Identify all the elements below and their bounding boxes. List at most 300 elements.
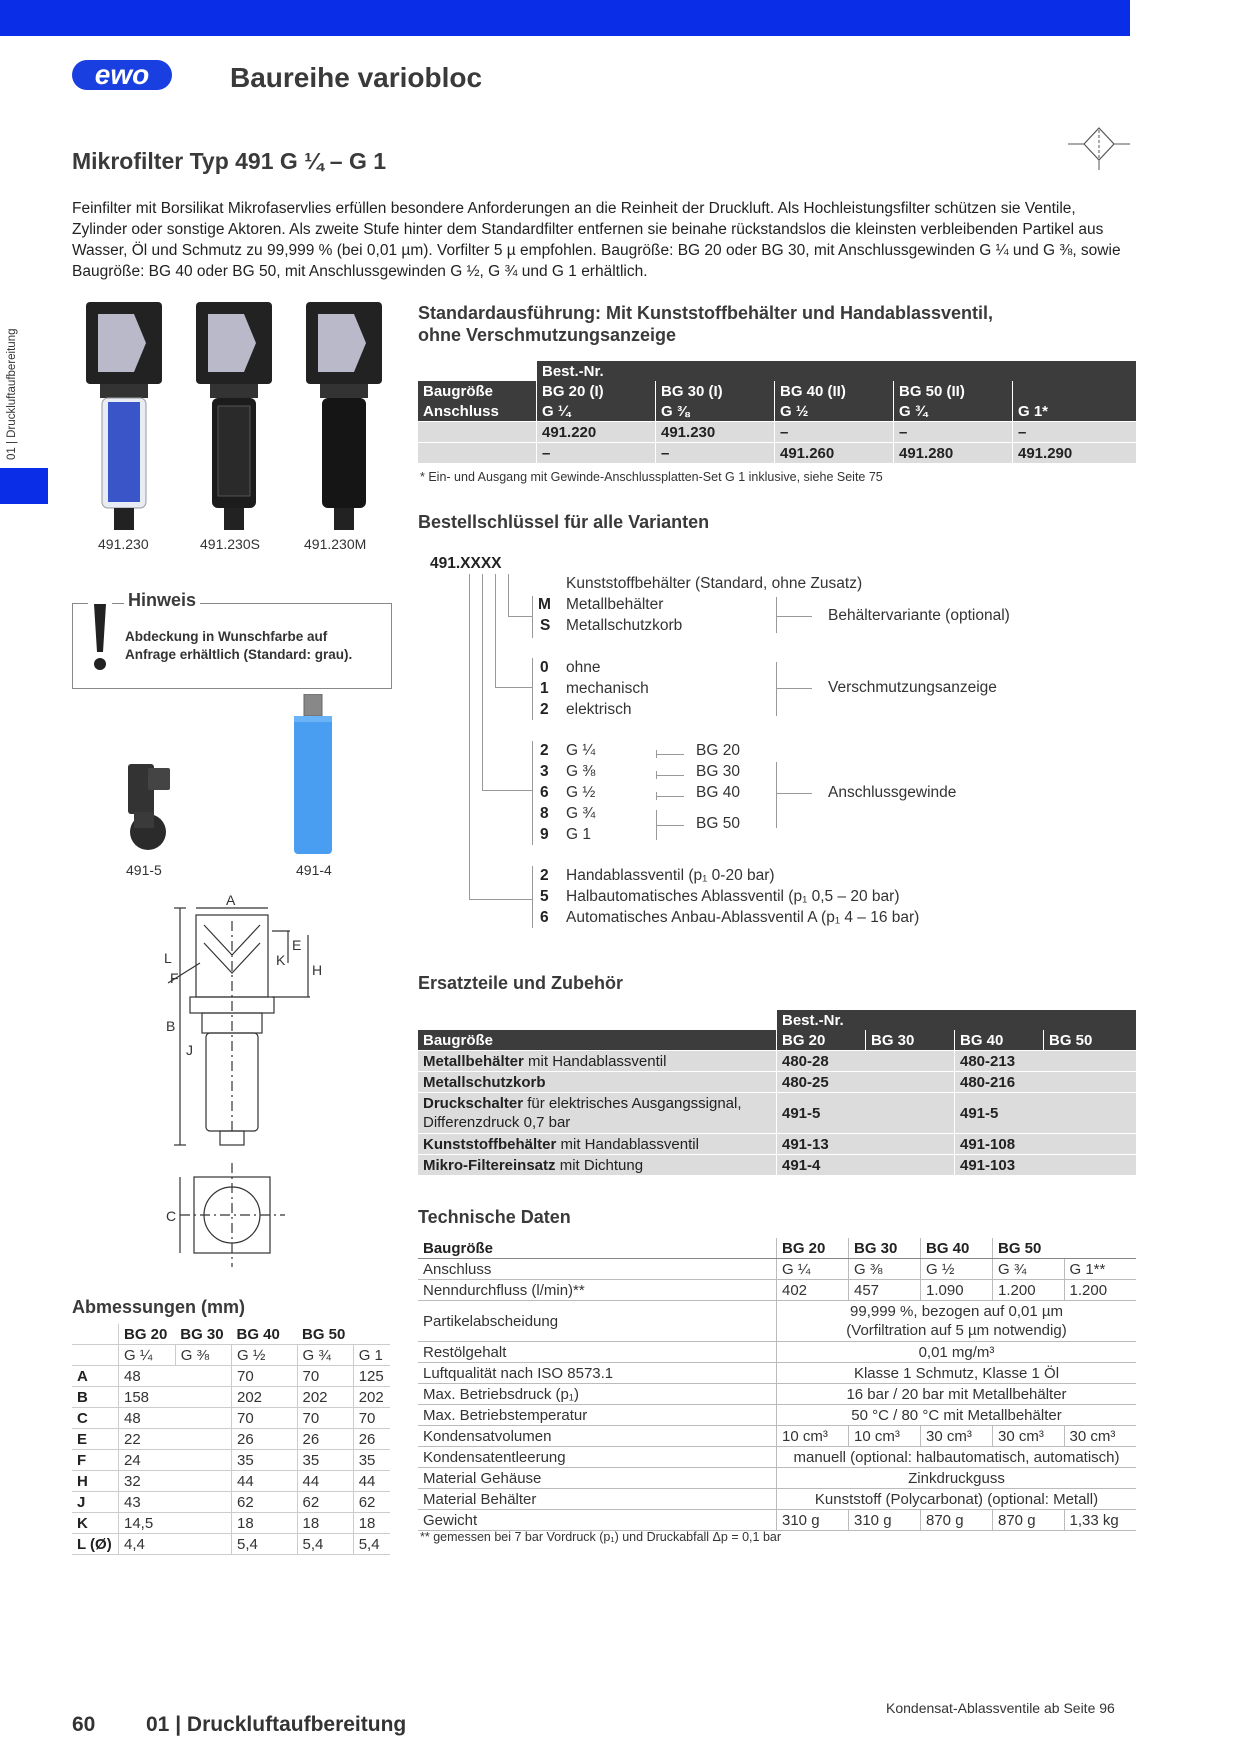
dims-cell: 70 bbox=[297, 1408, 353, 1429]
cell: 16 bar / 20 bar mit Metallbehälter bbox=[777, 1384, 1137, 1405]
cell bbox=[418, 1072, 777, 1093]
cell: 491-5 bbox=[955, 1093, 1137, 1134]
product-image-491-230s bbox=[194, 302, 274, 543]
key-container-default: Kunststoffbehälter (Standard, ohne Zusatz) bbox=[566, 575, 863, 592]
key-line bbox=[532, 741, 533, 845]
key-code: 2 bbox=[540, 742, 549, 759]
cell: – bbox=[775, 422, 894, 443]
dims-t5: G ¾ bbox=[297, 1345, 353, 1366]
dims-t1: G ¼ bbox=[119, 1345, 176, 1366]
cell bbox=[777, 1301, 1137, 1342]
svg-text:ewo: ewo bbox=[94, 59, 150, 90]
blank-cell bbox=[418, 1010, 777, 1030]
cell: G ⅜ bbox=[849, 1259, 921, 1280]
key-text: elektrisch bbox=[566, 701, 632, 718]
dims-row-b bbox=[72, 1387, 390, 1408]
tech-table bbox=[418, 1238, 1136, 1531]
dims-cell: 5,4 bbox=[297, 1534, 353, 1555]
key-text: G ⅜ bbox=[566, 763, 596, 780]
dims-cell bbox=[288, 1387, 297, 1408]
text: Metallbehälter bbox=[423, 1052, 524, 1070]
dims-cell: 202 bbox=[353, 1387, 390, 1408]
dims-cell: 22 bbox=[119, 1429, 176, 1450]
dims-cell: 5,4 bbox=[353, 1534, 390, 1555]
dims-cell: 44 bbox=[353, 1471, 390, 1492]
key-line bbox=[656, 796, 684, 797]
cell: BG 50 bbox=[1044, 1030, 1137, 1051]
cell: 491.230 bbox=[656, 422, 775, 443]
cell: Max. Betriebstemperatur bbox=[418, 1405, 777, 1426]
dims-cell: C bbox=[72, 1408, 119, 1429]
dims-t0 bbox=[72, 1345, 119, 1366]
dims-cell: 44 bbox=[231, 1471, 287, 1492]
key-text: Metallbehälter bbox=[566, 596, 664, 613]
cell: 10 cm³ bbox=[849, 1426, 921, 1447]
cell bbox=[1064, 1238, 1136, 1259]
dims-cell: E bbox=[72, 1429, 119, 1450]
cell: BG 50 bbox=[993, 1238, 1065, 1259]
dim-label-b: B bbox=[166, 1018, 176, 1034]
cell: Kunststoff (Polycarbonat) (optional: Metall) bbox=[777, 1489, 1137, 1510]
dims-cell bbox=[175, 1366, 231, 1387]
key-line bbox=[469, 574, 470, 899]
key-code-m: M bbox=[538, 596, 551, 613]
text: Kunststoffbehälter bbox=[423, 1135, 557, 1153]
spares-header-row bbox=[418, 1030, 1136, 1051]
dims-h1: BG 20 bbox=[119, 1324, 176, 1345]
cell: – bbox=[537, 443, 656, 464]
key-code: 3 bbox=[540, 763, 549, 780]
dims-cell: 48 bbox=[119, 1366, 176, 1387]
dims-cell: 4,4 bbox=[119, 1534, 176, 1555]
standard-row-1 bbox=[418, 422, 1136, 443]
spares-heading: Ersatzteile und Zubehör bbox=[418, 973, 624, 993]
dims-cell: 43 bbox=[119, 1492, 176, 1513]
cell: Kondensatentleerung bbox=[418, 1447, 777, 1468]
caption-491-5: 491-5 bbox=[126, 862, 162, 878]
key-container-label: Behältervariante (optional) bbox=[828, 607, 1010, 624]
tech-row bbox=[418, 1405, 1136, 1426]
tech-kondens-row bbox=[418, 1426, 1136, 1447]
dims-cell bbox=[175, 1534, 231, 1555]
hinweis-line-2: Anfrage erhältlich (Standard: grau). bbox=[125, 647, 353, 662]
key-line bbox=[532, 658, 533, 720]
accessory-image-491-4 bbox=[288, 694, 338, 863]
dims-cell: L (Ø) bbox=[72, 1534, 119, 1555]
cell: 457 bbox=[849, 1280, 921, 1301]
side-tab-marker bbox=[0, 468, 48, 504]
cell: Nenndurchfluss (l/min)** bbox=[418, 1280, 777, 1301]
text: mit Handablassventil bbox=[556, 1135, 699, 1153]
cell: Baugröße bbox=[418, 381, 537, 401]
dims-cell bbox=[288, 1471, 297, 1492]
cell: BG 40 (II) bbox=[775, 381, 894, 401]
dims-cell bbox=[288, 1534, 297, 1555]
dims-cell bbox=[175, 1471, 231, 1492]
cell: 10 cm³ bbox=[777, 1426, 849, 1447]
dims-t4 bbox=[288, 1345, 297, 1366]
cell: BG 30 bbox=[866, 1030, 955, 1051]
dims-h2: BG 30 bbox=[175, 1324, 231, 1345]
cell: G ¾ bbox=[993, 1259, 1065, 1280]
cell: Luftqualität nach ISO 8573.1 bbox=[418, 1363, 777, 1384]
key-line bbox=[656, 754, 684, 755]
dim-label-h: H bbox=[312, 962, 323, 978]
cell: G ½ bbox=[921, 1259, 993, 1280]
dims-h5: BG 50 bbox=[297, 1324, 353, 1345]
cell: 30 cm³ bbox=[921, 1426, 993, 1447]
cell: 1.090 bbox=[921, 1280, 993, 1301]
dims-cell bbox=[175, 1513, 231, 1534]
key-text: ohne bbox=[566, 659, 601, 676]
dims-row-a bbox=[72, 1366, 390, 1387]
tech-gewicht-row bbox=[418, 1510, 1136, 1531]
standard-anschluss-row bbox=[418, 401, 1136, 422]
dim-label-l: L bbox=[164, 950, 172, 966]
cell: Material Gehäuse bbox=[418, 1468, 777, 1489]
dims-row-k bbox=[72, 1513, 390, 1534]
text: Druckschalter bbox=[423, 1095, 524, 1112]
standard-heading-line-1: Standardausführung: Mit Kunststoffbehälter und Handablassventil, bbox=[418, 303, 994, 323]
dims-cell: 62 bbox=[297, 1492, 353, 1513]
tech-row bbox=[418, 1384, 1136, 1405]
key-heading: Bestellschlüssel für alle Varianten bbox=[418, 512, 710, 532]
dims-t6: G 1 bbox=[353, 1345, 390, 1366]
text: 99,999 %, bezogen auf 0,01 µm bbox=[850, 1303, 1063, 1320]
standard-baugroesse-row bbox=[418, 381, 1136, 401]
cell: Max. Betriebsdruck (p₁) bbox=[418, 1384, 777, 1405]
cell: Gewicht bbox=[418, 1510, 777, 1531]
cell: G ⅜ bbox=[656, 401, 775, 422]
key-line bbox=[656, 775, 684, 776]
cell: 491-5 bbox=[777, 1093, 955, 1134]
hinweis-title: Hinweis bbox=[124, 590, 200, 611]
cell: 1.200 bbox=[1064, 1280, 1136, 1301]
dims-thread-row bbox=[72, 1345, 390, 1366]
standard-heading bbox=[418, 302, 993, 346]
text: Mikro-Filtereinsatz bbox=[423, 1156, 556, 1174]
tech-row bbox=[418, 1342, 1136, 1363]
standard-bestnr-label: Best.-Nr. bbox=[537, 361, 1137, 381]
cell: 1.200 bbox=[993, 1280, 1065, 1301]
text: für elektrisches Ausgangssignal, bbox=[523, 1095, 742, 1112]
dims-cell: 35 bbox=[231, 1450, 287, 1471]
tech-row bbox=[418, 1363, 1136, 1384]
page-number: 60 bbox=[72, 1713, 96, 1736]
standard-footnote: * Ein- und Ausgang mit Gewinde-Anschlussplatten-Set G 1 inklusive, siehe Seite 75 bbox=[420, 470, 883, 484]
cell: 480-213 bbox=[955, 1051, 1137, 1072]
key-text: Metallschutzkorb bbox=[566, 617, 683, 634]
hinweis-text bbox=[125, 628, 352, 664]
cell: BG 40 bbox=[921, 1238, 993, 1259]
tech-row bbox=[418, 1447, 1136, 1468]
dim-label-a: A bbox=[226, 895, 236, 908]
key-line bbox=[776, 688, 812, 689]
spares-row bbox=[418, 1134, 1136, 1155]
series-title: Baureihe variobloc bbox=[230, 62, 483, 93]
hinweis-line-1: Abdeckung in Wunschfarbe auf bbox=[125, 629, 328, 644]
tech-anschluss-row bbox=[418, 1259, 1136, 1280]
cell: Zinkdruckguss bbox=[777, 1468, 1137, 1489]
caption-491-4: 491-4 bbox=[296, 862, 332, 878]
cell: Material Behälter bbox=[418, 1489, 777, 1510]
cell bbox=[1013, 381, 1137, 401]
dims-cell: 5,4 bbox=[231, 1534, 287, 1555]
top-color-bar bbox=[0, 0, 1130, 36]
cell: Klasse 1 Schmutz, Klasse 1 Öl bbox=[777, 1363, 1137, 1384]
dims-cell: B bbox=[72, 1387, 119, 1408]
dims-cell bbox=[175, 1492, 231, 1513]
key-code: 2 bbox=[540, 867, 549, 884]
key-line bbox=[532, 866, 533, 928]
cell: 491.260 bbox=[775, 443, 894, 464]
cell: – bbox=[656, 443, 775, 464]
cell: 30 cm³ bbox=[993, 1426, 1065, 1447]
dims-h3: BG 40 bbox=[231, 1324, 287, 1345]
key-line bbox=[495, 687, 532, 688]
key-text: G ¼ bbox=[566, 742, 596, 759]
key-bg: BG 40 bbox=[696, 784, 740, 801]
cell: 870 g bbox=[993, 1510, 1065, 1531]
spares-table bbox=[418, 1010, 1136, 1175]
exclamation-icon bbox=[88, 600, 112, 676]
dims-cell: 70 bbox=[353, 1408, 390, 1429]
key-text: G ½ bbox=[566, 784, 596, 801]
cell: – bbox=[894, 422, 1013, 443]
spares-row bbox=[418, 1051, 1136, 1072]
filter-symbol-icon bbox=[1068, 124, 1130, 179]
dims-cell: H bbox=[72, 1471, 119, 1492]
dims-cell bbox=[175, 1387, 231, 1408]
cell: Partikelabscheidung bbox=[418, 1301, 777, 1342]
cell: 310 g bbox=[849, 1510, 921, 1531]
dimension-drawing bbox=[140, 895, 340, 1285]
cell bbox=[418, 1134, 777, 1155]
cell: BG 50 (II) bbox=[894, 381, 1013, 401]
cell: 402 bbox=[777, 1280, 849, 1301]
text: mit Dichtung bbox=[555, 1156, 644, 1174]
cell: 491.280 bbox=[894, 443, 1013, 464]
key-code: 491.XXXX bbox=[430, 555, 502, 572]
product-image-491-230 bbox=[84, 302, 164, 543]
key-text: Automatisches Anbau-Ablassventil A (p₁ 4 – 16 bar) bbox=[566, 909, 920, 926]
tech-row bbox=[418, 1468, 1136, 1489]
dims-cell: 202 bbox=[231, 1387, 287, 1408]
dims-h0 bbox=[72, 1324, 119, 1345]
cell: G ¾ bbox=[894, 401, 1013, 422]
key-line bbox=[776, 616, 812, 617]
text: (Vorfiltration auf 5 µm notwendig) bbox=[846, 1322, 1067, 1339]
cell: 480-28 bbox=[777, 1051, 955, 1072]
tech-footnote: ** gemessen bei 7 bar Vordruck (p₁) und Druckabfall Δp = 0,1 bar bbox=[420, 1530, 782, 1544]
tech-header-row bbox=[418, 1238, 1136, 1259]
dims-cell bbox=[288, 1429, 297, 1450]
dims-cell: 26 bbox=[231, 1429, 287, 1450]
cell: 480-216 bbox=[955, 1072, 1137, 1093]
dims-cell: 202 bbox=[297, 1387, 353, 1408]
key-code: 5 bbox=[540, 888, 549, 905]
dim-label-j: J bbox=[186, 1042, 193, 1058]
dims-cell: K bbox=[72, 1513, 119, 1534]
dims-t2: G ⅜ bbox=[175, 1345, 231, 1366]
side-tab-text: 01 | Druckluftaufbereitung bbox=[6, 328, 18, 460]
key-code: 6 bbox=[540, 909, 549, 926]
key-line bbox=[482, 574, 483, 790]
cell: 1,33 kg bbox=[1064, 1510, 1136, 1531]
cell: Kondensatvolumen bbox=[418, 1426, 777, 1447]
cell: BG 20 (I) bbox=[537, 381, 656, 401]
dims-t3: G ½ bbox=[231, 1345, 287, 1366]
cell: Anschluss bbox=[418, 401, 537, 422]
dims-cell: 18 bbox=[353, 1513, 390, 1534]
dims-row-c bbox=[72, 1408, 390, 1429]
intro-text: Feinfilter mit Borsilikat Mikrofaservlies erfüllen besondere Anforderungen an die Reinheit der Druckluft. Als Hochleistungsfilter schützen sie Ventile, Zylinder oder sonstige Aktoren. Als zweite Stufe hinter dem Standardfilter entfernen sie beinahe rückstandslos die kleinsten verbleibenden Partikel aus Wasser, Öl und Schmutz zu 99,999 % (bei 0,01 µm). Vorfilter 5 µ empfohlen. Baugröße: BG 20 oder BG 30, mit Anschlussgewinden G ¼ und G ⅜, sowie Baugröße: BG 40 oder BG 50, mit Anschlussgewinden G ½, G ¾ und G 1 erhältlich. bbox=[72, 200, 1121, 280]
dims-cell: 32 bbox=[119, 1471, 176, 1492]
footer-section: 01 | Druckluftaufbereitung bbox=[146, 1713, 407, 1736]
dims-cell: 26 bbox=[297, 1429, 353, 1450]
dims-cell: 24 bbox=[119, 1450, 176, 1471]
cell bbox=[418, 422, 537, 443]
key-line bbox=[508, 616, 532, 617]
dims-row-l bbox=[72, 1534, 390, 1555]
text: mit Handablassventil bbox=[523, 1052, 667, 1070]
cell: 491.220 bbox=[537, 422, 656, 443]
dims-cell: 44 bbox=[297, 1471, 353, 1492]
dims-cell: 62 bbox=[353, 1492, 390, 1513]
cell: Restölgehalt bbox=[418, 1342, 777, 1363]
cell: BG 20 bbox=[777, 1030, 866, 1051]
key-line bbox=[469, 899, 532, 900]
key-text: mechanisch bbox=[566, 680, 649, 697]
cell: BG 40 bbox=[955, 1030, 1044, 1051]
dim-label-c: C bbox=[166, 1208, 177, 1224]
cell: 310 g bbox=[777, 1510, 849, 1531]
cell bbox=[418, 1093, 777, 1134]
key-code-s: S bbox=[540, 617, 551, 634]
dims-cell: 158 bbox=[119, 1387, 176, 1408]
cell: 480-25 bbox=[777, 1072, 955, 1093]
dims-row-e bbox=[72, 1429, 390, 1450]
ewo-logo bbox=[72, 58, 172, 97]
footer-crossref: Kondensat-Ablassventile ab Seite 96 bbox=[886, 1700, 1115, 1716]
standard-heading-line-2: ohne Verschmutzungsanzeige bbox=[418, 325, 677, 345]
dims-cell: 18 bbox=[231, 1513, 287, 1534]
accessory-image-491-5 bbox=[122, 758, 182, 859]
dims-h6 bbox=[353, 1324, 390, 1345]
dims-row-f bbox=[72, 1450, 390, 1471]
key-bg: BG 20 bbox=[696, 742, 740, 759]
key-code: 8 bbox=[540, 805, 549, 822]
dims-cell: 70 bbox=[231, 1366, 287, 1387]
cell: 491-108 bbox=[955, 1134, 1137, 1155]
cell: 491.290 bbox=[1013, 443, 1137, 464]
key-line bbox=[776, 597, 777, 633]
dims-cell bbox=[175, 1408, 231, 1429]
text: Differenzdruck 0,7 bar bbox=[423, 1114, 571, 1131]
tech-heading: Technische Daten bbox=[418, 1207, 571, 1227]
standard-bestnr-row bbox=[418, 361, 1136, 381]
cell: 491-103 bbox=[955, 1155, 1137, 1176]
key-bg: BG 50 bbox=[696, 815, 740, 832]
dims-heading: Abmessungen (mm) bbox=[72, 1297, 246, 1317]
tech-row bbox=[418, 1489, 1136, 1510]
cell: G ¼ bbox=[777, 1259, 849, 1280]
cell: Baugröße bbox=[418, 1030, 777, 1051]
dims-header-row bbox=[72, 1324, 390, 1345]
dims-cell: 70 bbox=[231, 1408, 287, 1429]
key-text: Halbautomatisches Ablassventil (p₁ 0,5 – 20 bar) bbox=[566, 888, 900, 905]
cell: 0,01 mg/m³ bbox=[777, 1342, 1137, 1363]
cell bbox=[418, 1155, 777, 1176]
standard-table bbox=[418, 361, 1136, 463]
dims-cell: 35 bbox=[297, 1450, 353, 1471]
standard-row-2 bbox=[418, 443, 1136, 464]
dims-cell bbox=[288, 1513, 297, 1534]
key-line bbox=[776, 793, 812, 794]
caption-491-230s: 491.230S bbox=[200, 536, 260, 552]
cell: Baugröße bbox=[418, 1238, 777, 1259]
key-line bbox=[495, 574, 496, 687]
dims-cell: 18 bbox=[297, 1513, 353, 1534]
text: Metallschutzkorb bbox=[423, 1073, 546, 1091]
dims-cell: 35 bbox=[353, 1450, 390, 1471]
key-text: Handablassventil (p₁ 0-20 bar) bbox=[566, 867, 775, 884]
product-image-491-230m bbox=[304, 302, 384, 543]
dims-table bbox=[72, 1324, 390, 1555]
cell: – bbox=[1013, 422, 1137, 443]
spares-row bbox=[418, 1093, 1136, 1134]
key-text: G ¾ bbox=[566, 805, 596, 822]
key-line bbox=[776, 662, 777, 716]
cell: Anschluss bbox=[418, 1259, 777, 1280]
spares-bestnr-label: Best.-Nr. bbox=[777, 1010, 1137, 1030]
dims-h4 bbox=[288, 1324, 297, 1345]
dim-label-e: E bbox=[292, 937, 302, 953]
cell: manuell (optional: halbautomatisch, automatisch) bbox=[777, 1447, 1137, 1468]
dims-cell bbox=[288, 1366, 297, 1387]
dims-cell bbox=[288, 1450, 297, 1471]
product-title: Mikrofilter Typ 491 G ¼ – G 1 bbox=[72, 148, 387, 174]
cell: BG 30 (I) bbox=[656, 381, 775, 401]
dims-cell: 62 bbox=[231, 1492, 287, 1513]
cell: BG 20 bbox=[777, 1238, 849, 1259]
key-line bbox=[776, 762, 777, 828]
cell: 491-4 bbox=[777, 1155, 955, 1176]
cell bbox=[418, 443, 537, 464]
key-indicator-label: Verschmutzungsanzeige bbox=[828, 679, 997, 696]
dims-cell: 26 bbox=[353, 1429, 390, 1450]
dims-cell bbox=[175, 1429, 231, 1450]
key-bg: BG 30 bbox=[696, 763, 740, 780]
key-line bbox=[656, 825, 684, 826]
caption-491-230m: 491.230M bbox=[304, 536, 367, 552]
cell: G 1* bbox=[1013, 401, 1137, 422]
spares-row bbox=[418, 1155, 1136, 1176]
dims-cell bbox=[175, 1450, 231, 1471]
cell: 50 °C / 80 °C mit Metallbehälter bbox=[777, 1405, 1137, 1426]
cell bbox=[418, 1051, 777, 1072]
key-line bbox=[508, 574, 509, 616]
key-code: 6 bbox=[540, 784, 549, 801]
dims-cell bbox=[288, 1408, 297, 1429]
dims-cell: 125 bbox=[353, 1366, 390, 1387]
dims-cell: 14,5 bbox=[119, 1513, 176, 1534]
cell: G ¼ bbox=[537, 401, 656, 422]
dim-label-f: F bbox=[170, 970, 179, 986]
key-code: 9 bbox=[540, 826, 549, 843]
key-code: 1 bbox=[540, 680, 549, 697]
tech-partikel-row bbox=[418, 1301, 1136, 1342]
